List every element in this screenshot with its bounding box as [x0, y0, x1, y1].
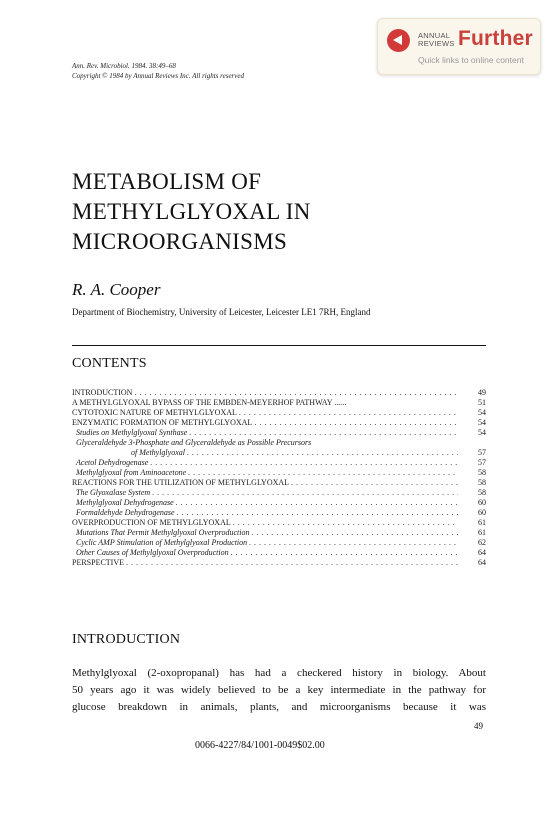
toc-entry-label: The Glyoxalase System	[76, 488, 151, 497]
toc-leader-dots	[189, 428, 458, 438]
toc-entry[interactable]	[72, 468, 486, 478]
toc-entry[interactable]	[72, 498, 486, 508]
toc-leader-dots	[150, 458, 458, 468]
toc-leader-dots	[254, 418, 458, 428]
toc-entry[interactable]	[72, 538, 486, 548]
toc-entry-label: Cyclic AMP Stimulation of Methylglyoxal Production	[76, 538, 248, 547]
toc-entry-label: Formaldehyde Dehydrogenase	[76, 508, 175, 517]
page-number: 49	[474, 721, 483, 731]
play-icon	[387, 29, 410, 52]
toc-entry-label: Glyceraldehyde 3-Phosphate and Glyceraldehyde as Possible Precursors	[76, 438, 312, 447]
toc-entry-label: Other Causes of Methylglyoxal Overproduction	[76, 548, 229, 557]
toc-entry[interactable]	[72, 458, 486, 468]
table-of-contents	[72, 388, 486, 568]
toc-entry[interactable]	[72, 428, 486, 438]
toc-leader-dots	[231, 548, 458, 558]
toc-leader-dots	[177, 508, 458, 518]
further-badge[interactable]	[377, 18, 541, 75]
toc-entry-page: 60	[478, 508, 486, 517]
toc-entry-page: 49	[478, 388, 486, 397]
toc-entry-label: PERSPECTIVE	[72, 558, 125, 567]
toc-entry-label: of Methylglyoxal	[131, 448, 185, 457]
title-line: METABOLISM OF	[72, 169, 262, 194]
toc-entry-label: Acetol Dehydrogenase	[76, 458, 149, 467]
toc-leader-dots	[187, 448, 458, 458]
toc-entry-label: REACTIONS FOR THE UTILIZATION OF METHYLGLYOXAL	[72, 478, 290, 487]
toc-leader-dots	[176, 498, 458, 508]
paragraph-line: 50 years ago it was widely believed to be a key intermediate in the pathway for	[72, 684, 486, 696]
toc-entry[interactable]	[72, 398, 486, 408]
toc-leader-dots	[188, 468, 458, 478]
toc-entry-page: 64	[478, 548, 486, 557]
toc-leader-dots	[291, 478, 458, 488]
toc-entry[interactable]	[72, 558, 486, 568]
toc-entry-label: Methylglyoxal from Aminoacetone	[76, 468, 187, 477]
article-title	[72, 167, 311, 257]
toc-entry-page: 54	[478, 408, 486, 417]
author-affiliation: Department of Biochemistry, University of Leicester, Leicester LE1 7RH, England	[72, 307, 371, 317]
toc-entry-label: Studies on Methylglyoxal Synthase	[76, 428, 188, 437]
toc-leader-dots	[251, 528, 458, 538]
paragraph-line: Methylglyoxal (2-oxopropanal) has had a checkered history in biology. About	[72, 667, 486, 679]
toc-entry-page: 58	[478, 488, 486, 497]
toc-entry-page: 58	[478, 468, 486, 477]
toc-entry-page: 57	[478, 458, 486, 467]
toc-leader-dots	[249, 538, 458, 548]
toc-entry[interactable]	[72, 528, 486, 538]
title-line: METHYLGLYOXAL IN	[72, 199, 311, 224]
toc-entry-label: ENZYMATIC FORMATION OF METHYLGLYOXAL	[72, 418, 253, 427]
further-label: Further	[458, 27, 533, 50]
paragraph-line: glucose breakdown in animals, plants, and microorganisms because it was	[72, 701, 486, 713]
toc-entry-label: CYTOTOXIC NATURE OF METHYLGLYOXAL	[72, 408, 237, 417]
toc-entry[interactable]	[72, 518, 486, 528]
toc-entry[interactable]	[72, 448, 486, 458]
footer-code: 0066-4227/84/1001-0049$02.00	[195, 740, 325, 751]
toc-entry[interactable]	[72, 408, 486, 418]
toc-entry[interactable]	[72, 548, 486, 558]
contents-heading: CONTENTS	[72, 356, 147, 371]
toc-leader-dots	[233, 518, 458, 528]
toc-entry-page: 58	[478, 478, 486, 487]
introduction-paragraph	[72, 665, 486, 716]
divider	[72, 345, 486, 346]
toc-entry-page: 62	[478, 538, 486, 547]
toc-entry-label: A METHYLGLYOXAL BYPASS OF THE EMBDEN-MEYERHOF PATHWAY ......	[72, 398, 347, 407]
toc-leader-dots	[239, 408, 458, 418]
toc-entry-page: 57	[478, 448, 486, 457]
toc-entry-label: Mutations That Permit Methylglyoxal Overproduction	[76, 528, 250, 537]
toc-entry-page: 51	[478, 398, 486, 407]
toc-entry[interactable]	[72, 418, 486, 428]
toc-entry-page: 54	[478, 418, 486, 427]
toc-entry[interactable]	[72, 478, 486, 488]
toc-entry-page: 54	[478, 428, 486, 437]
toc-entry-page: 64	[478, 558, 486, 567]
journal-citation: Ann. Rev. Microbiol. 1984. 38:49–68	[72, 62, 176, 70]
annual-reviews-logo: ANNUAL REVIEWS	[418, 31, 455, 48]
toc-leader-dots	[152, 488, 458, 498]
toc-entry-page: 61	[478, 518, 486, 527]
toc-entry[interactable]	[72, 488, 486, 498]
toc-entry[interactable]	[72, 508, 486, 518]
introduction-heading: INTRODUCTION	[72, 632, 181, 647]
toc-entry-label: OVERPRODUCTION OF METHYLGLYOXAL	[72, 518, 231, 527]
toc-entry-page: 61	[478, 528, 486, 537]
toc-entry[interactable]	[72, 388, 486, 398]
quick-links-link[interactable]: Quick links to online content	[418, 55, 524, 65]
author-name: R. A. Cooper	[72, 280, 161, 299]
toc-leader-dots	[126, 558, 458, 568]
toc-entry-page: 60	[478, 498, 486, 507]
copyright-line: Copyright © 1984 by Annual Reviews Inc. All rights reserved	[72, 72, 244, 80]
toc-entry[interactable]	[72, 438, 486, 448]
toc-leader-dots	[134, 388, 458, 398]
title-line: MICROORGANISMS	[72, 229, 288, 254]
toc-entry-label: INTRODUCTION	[72, 388, 133, 397]
toc-entry-label: Methylglyoxal Dehydrogenase	[76, 498, 174, 507]
